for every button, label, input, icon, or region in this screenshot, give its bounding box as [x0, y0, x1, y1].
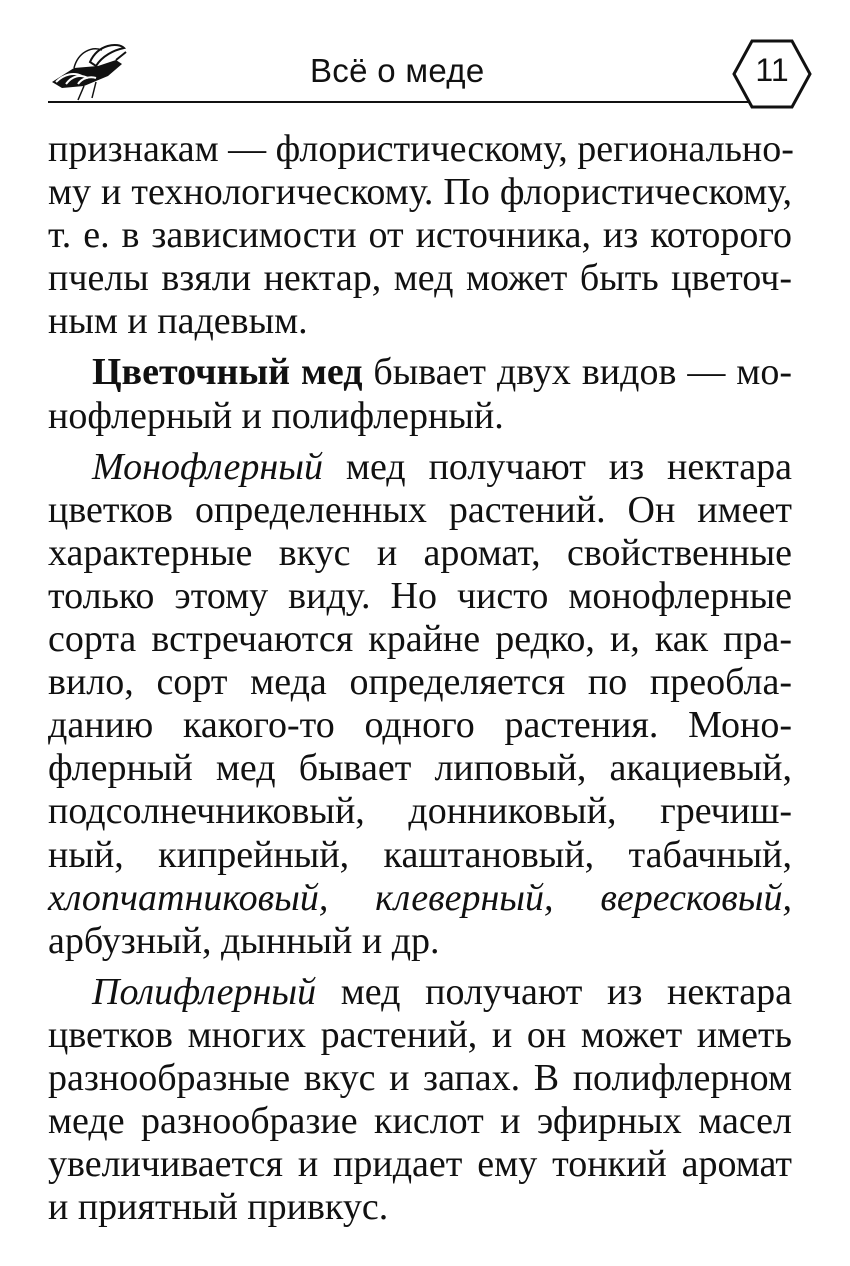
text-line: ный, кипрейный, каштановый, табачный, [48, 833, 792, 876]
text-line: признакам — флористическому, регионально- [48, 128, 794, 170]
text-line: хлопчатниковый, клеверный, вересковый, [48, 876, 792, 919]
text-line: характерные вкус и аромат, свойственные [48, 531, 792, 574]
running-title: Всё о меде [310, 52, 485, 89]
text-line: подсолнечниковый, донниковый, гречиш- [48, 790, 792, 833]
text-line: разнообразные вкус и запах. В полифлерном [48, 1056, 792, 1099]
term-italic: Полифлерный [92, 970, 317, 1013]
page-header [0, 0, 850, 118]
text-line: нофлерный и полифлерный. [48, 394, 504, 437]
text-line: вило, сорт меда определяется по преобла- [48, 661, 792, 704]
text-line: сорта встречаются крайне редко, и, как пра- [48, 618, 792, 661]
text-line: Полифлерный мед получают из нектара [92, 970, 792, 1013]
text-line: му и технологическому. По флористическому, [48, 171, 792, 214]
text-line: цветков определенных растений. Он имеет [48, 488, 792, 531]
text-line: т. е. в зависимости от источника, из которого [48, 214, 792, 257]
text-line: меде разнообразие кислот и эфирных масел [48, 1100, 792, 1143]
body-text [48, 128, 792, 1229]
text-line: только этому виду. Но чисто монофлерные [48, 574, 792, 617]
text-line: флерный мед бывает липовый, акациевый, [48, 747, 792, 790]
paragraph [48, 351, 792, 437]
text-line: арбузный, дынный и др. [48, 919, 440, 962]
text-line: пчелы взяли нектар, мед может быть цветоч- [48, 257, 792, 300]
text-line: данию какого-то одного растения. Моно- [48, 704, 792, 747]
text-line: Цветочный мед бывает двух видов — мо- [92, 351, 792, 394]
text-line: и приятный привкус. [48, 1186, 389, 1229]
text-line: Монофлерный мед получают из нектара [92, 445, 792, 488]
page-number: 11 [755, 52, 789, 88]
term-bold: Цветочный мед [92, 351, 363, 394]
term-italic: Монофлерный [92, 445, 323, 488]
header-rule [48, 101, 748, 103]
paragraph [48, 128, 792, 343]
text-line: увеличивается и придает ему тонкий аромат [48, 1143, 792, 1186]
paragraph [48, 446, 792, 963]
text-line: цветков многих растений, и он может иметь [48, 1013, 792, 1056]
paragraph [48, 971, 792, 1230]
text-line: ным и падевым. [48, 300, 308, 343]
bee-icon [44, 38, 128, 102]
